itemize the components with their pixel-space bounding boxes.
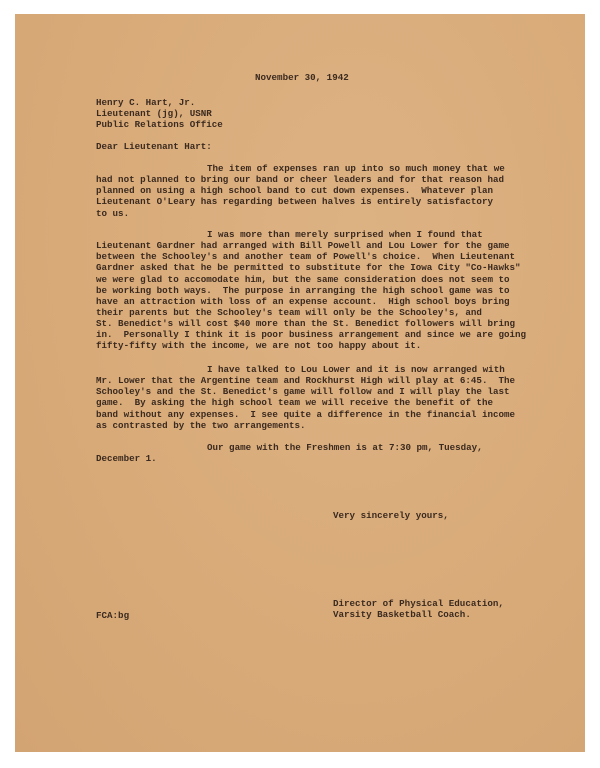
paragraph-line: band without any expenses. I see quite a difference in the financial income (96, 408, 516, 420)
paragraph-line: Lieutenant Gardner had arranged with Bill Powell and Lou Lower for the game (96, 240, 510, 252)
paragraph-line: I have talked to Lou Lower and it is now arranged with (207, 364, 505, 375)
paragraph-line: Lieutenant O'Leary has regarding between halves is entirely satisfactory (96, 196, 493, 208)
signature-title (333, 598, 504, 620)
paragraph-line: The item of expenses ran up into so much money that we (207, 163, 505, 174)
paragraph-line: St. Benedict's will cost $40 more than the St. Benedict followers will bring (96, 318, 516, 330)
paragraph-line: December 1. (96, 453, 157, 465)
recipient-line: Public Relations Office (96, 119, 223, 131)
signature-line: Varsity Basketball Coach. (333, 609, 471, 621)
paragraph-line: as contrasted by the two arrangements. (96, 419, 306, 431)
paragraph-line: Gardner asked that he be permitted to substitute for the Iowa City "Co-Hawks" (96, 262, 521, 274)
recipient-line: Henry C. Hart, Jr. (96, 97, 196, 108)
paragraph-line: Our game with the Freshmen is at 7:30 pm, Tuesday, (207, 442, 483, 453)
closing: Very sincerely yours, (333, 510, 449, 521)
paragraph-2 (96, 229, 526, 352)
recipient-line: Lieutenant (jg), USNR (96, 108, 212, 120)
paragraph-line: fifty-fifty with the income, we are not too happy about it. (96, 340, 422, 352)
paragraph-line: had not planned to bring our band or cheer leaders and for that reason had (96, 174, 504, 186)
paragraph-line: between the Schooley's and another team of Powell's choice. When Lieutenant (96, 251, 516, 263)
paragraph-line: we were glad to accomodate him, but the same consideration does not seem to (96, 273, 510, 285)
paragraph-line: to us. (96, 207, 130, 219)
paragraph-line: be working both ways. The purpose in arranging the high school game was to (96, 284, 510, 296)
salutation: Dear Lieutenant Hart: (96, 141, 212, 152)
paragraph-line: in. Personally I think it is poor business arrangement and since we are going (96, 329, 527, 341)
paragraph-line: game. By asking the high school team we will receive the benefit of the (96, 397, 493, 409)
paragraph-3 (96, 364, 515, 431)
letter-date: November 30, 1942 (255, 72, 349, 83)
paragraph-line: have an attraction with loss of an expense account. High school boys bring (96, 295, 510, 307)
paragraph-1 (96, 163, 505, 219)
paragraph-4 (96, 442, 483, 464)
paragraph-line: Mr. Lower that the Argentine team and Rockhurst High will play at 6:45. The (96, 375, 516, 387)
paragraph-line: their parents but the Schooley's team will only be the Schooley's, and (96, 306, 482, 318)
typist-initials: FCA:bg (96, 610, 130, 621)
paragraph-line: I was more than merely surprised when I found that (207, 229, 483, 240)
recipient-address (96, 97, 223, 130)
signature-line: Director of Physical Education, (333, 598, 504, 609)
paragraph-line: Schooley's and the St. Benedict's game will follow and I will play the last (96, 386, 510, 398)
paragraph-line: planned on using a high school band to cut down expenses. Whatever plan (96, 185, 493, 197)
